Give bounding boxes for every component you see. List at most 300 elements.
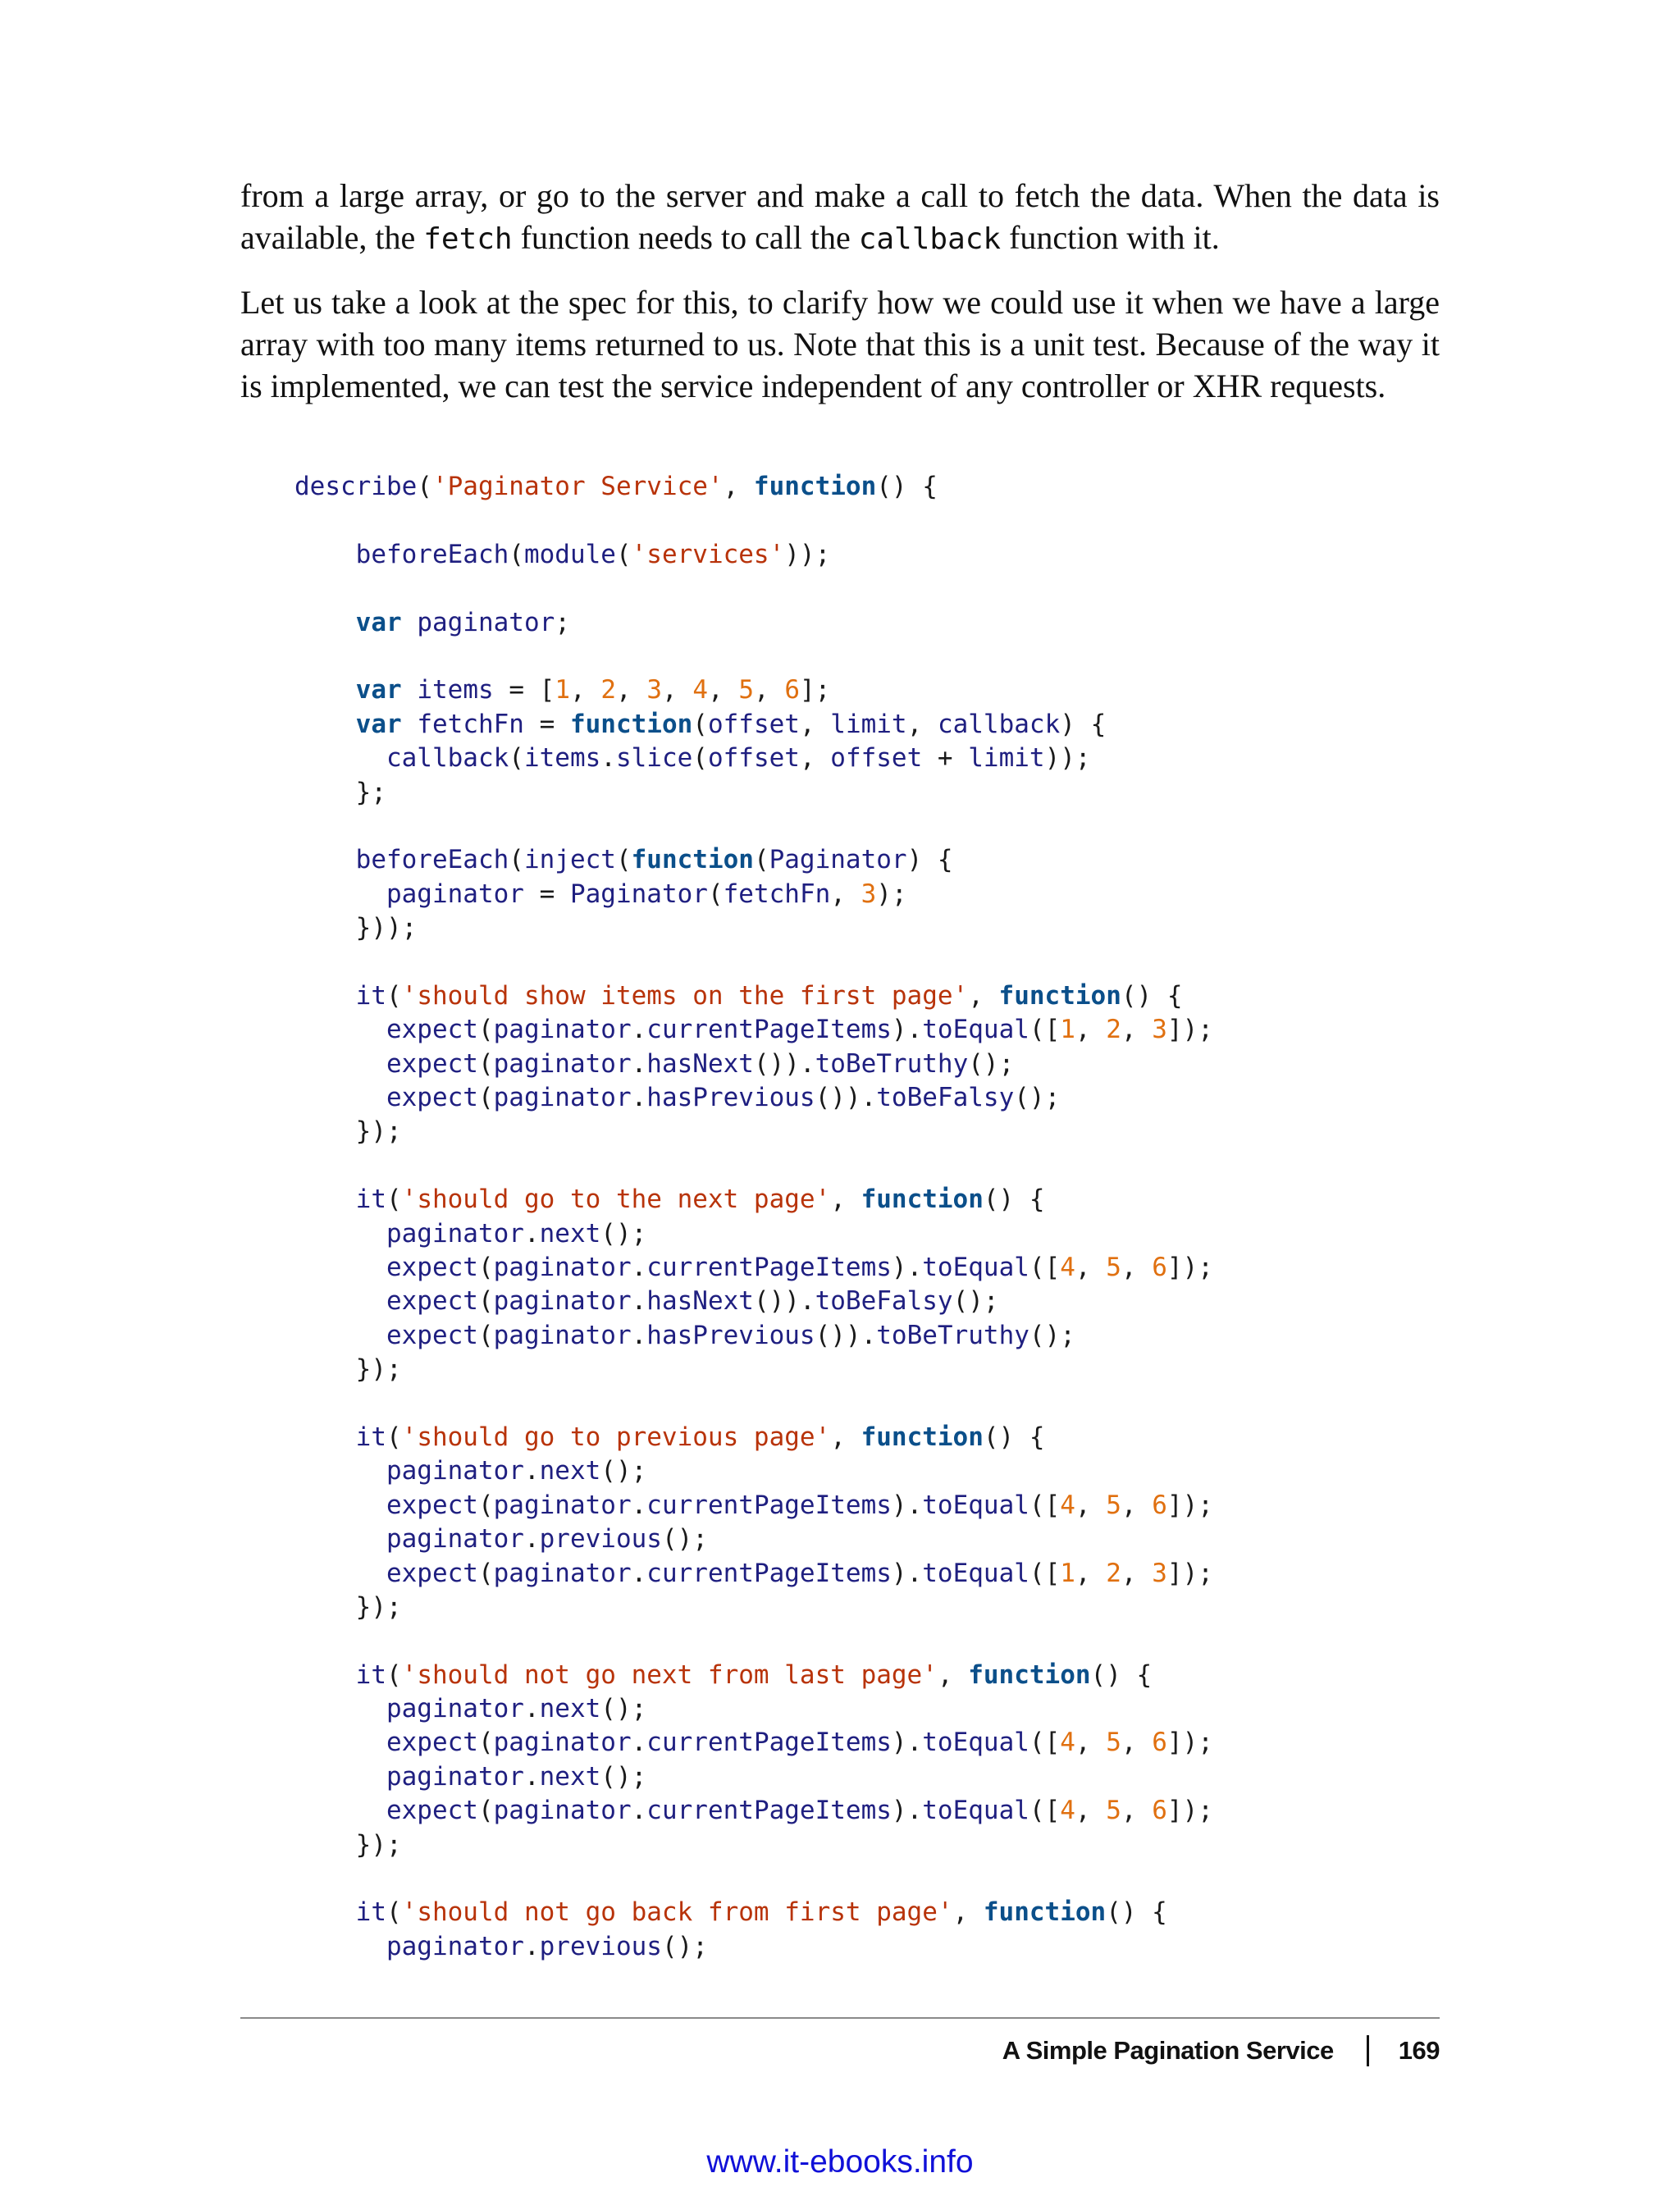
- code-identifier: next: [539, 1694, 601, 1724]
- footer-section-title: A Simple Pagination Service: [1002, 2036, 1334, 2065]
- code-punctuation: (: [509, 539, 524, 569]
- code-string: 'services': [631, 539, 785, 569]
- code-punctuation: (: [477, 1728, 494, 1758]
- code-punctuation: = [: [493, 675, 555, 705]
- code-punctuation: ,: [952, 1897, 984, 1928]
- code-identifier: currentPageItems: [646, 1252, 892, 1282]
- code-identifier: beforeEach: [355, 845, 509, 875]
- code-identifier: Paginator: [569, 879, 708, 909]
- code-punctuation: (: [615, 845, 632, 875]
- code-punctuation: () {: [1090, 1659, 1153, 1690]
- code-punctuation: ,: [1121, 1252, 1153, 1282]
- code-indent: [294, 1830, 356, 1860]
- code-punctuation: (: [477, 1796, 494, 1826]
- code-string: 'Paginator Service': [431, 472, 724, 501]
- code-number: 3: [646, 675, 662, 705]
- code-identifier: hasPrevious: [646, 1320, 815, 1350]
- code-punctuation: ,: [707, 675, 739, 705]
- code-identifier: currentPageItems: [646, 1796, 892, 1826]
- code-punctuation: (: [386, 1897, 402, 1928]
- code-identifier: toEqual: [922, 1728, 1029, 1758]
- code-line: [294, 742, 1213, 775]
- code-number: 4: [1060, 1252, 1075, 1282]
- code-identifier: toEqual: [922, 1490, 1029, 1520]
- code-punctuation: ,: [1075, 1796, 1107, 1826]
- code-punctuation: .: [523, 1931, 540, 1961]
- code-identifier: slice: [615, 743, 693, 774]
- code-identifier: paginator: [493, 1048, 632, 1079]
- code-punctuation: ,: [723, 472, 754, 501]
- code-punctuation: (: [477, 1286, 494, 1317]
- code-number: 4: [1060, 1796, 1075, 1826]
- code-number: 5: [738, 675, 754, 705]
- code-identifier: paginator: [493, 1252, 632, 1282]
- code-identifier: toEqual: [922, 1252, 1029, 1282]
- code-number: 6: [1152, 1728, 1167, 1758]
- code-punctuation: ];: [799, 675, 831, 705]
- code-identifier: fetchFn: [417, 709, 524, 739]
- code-keyword: var: [355, 675, 402, 705]
- code-punctuation: ));: [1044, 743, 1091, 774]
- code-punctuation: ,: [968, 980, 999, 1011]
- code-punctuation: ()).: [753, 1048, 815, 1079]
- code-identifier: callback: [937, 709, 1061, 739]
- paragraph-text: function needs to call the: [512, 219, 859, 256]
- code-punctuation: ()).: [815, 1083, 877, 1113]
- code-punctuation: ,: [753, 675, 785, 705]
- code-punctuation: =: [523, 709, 570, 739]
- code-identifier: it: [355, 980, 386, 1011]
- page-number: 169: [1398, 2036, 1440, 2065]
- code-punctuation: ,: [830, 1422, 861, 1452]
- code-line: [294, 1319, 1213, 1353]
- code-line: [294, 1013, 1213, 1047]
- code-identifier: toBeTruthy: [876, 1320, 1029, 1350]
- code-punctuation: ,: [799, 709, 831, 739]
- code-punctuation: ;: [555, 607, 570, 637]
- code-number: 5: [1106, 1490, 1121, 1520]
- body-paragraph-2: [240, 281, 1440, 407]
- code-identifier: toBeTruthy: [815, 1048, 969, 1079]
- code-number: 4: [1060, 1728, 1075, 1758]
- code-listing: [294, 470, 1213, 1964]
- code-identifier: paginator: [386, 1456, 524, 1486]
- code-punctuation: (: [477, 1320, 494, 1350]
- code-identifier: hasNext: [646, 1286, 754, 1317]
- code-punctuation: =: [523, 879, 570, 909]
- code-indent: [294, 1049, 386, 1079]
- code-number: 1: [1060, 1015, 1075, 1045]
- code-punctuation: ]);: [1166, 1728, 1213, 1758]
- code-indent: [294, 1286, 386, 1316]
- code-indent: [294, 608, 356, 637]
- code-indent: [294, 1897, 356, 1927]
- code-indent: [294, 845, 356, 874]
- code-identifier: paginator: [493, 1490, 632, 1520]
- code-punctuation: ) {: [906, 845, 953, 875]
- code-keyword: function: [631, 845, 754, 875]
- code-identifier: paginator: [417, 607, 555, 637]
- code-punctuation: (: [509, 743, 524, 774]
- code-keyword: var: [355, 607, 402, 637]
- body-paragraph-1: [240, 175, 1440, 260]
- code-line: [294, 538, 1213, 572]
- code-punctuation: (: [615, 539, 632, 569]
- code-indent: [294, 778, 356, 807]
- code-line: [294, 1659, 1213, 1692]
- code-indent: [294, 1083, 386, 1112]
- code-identifier: paginator: [386, 1931, 524, 1961]
- code-punctuation: .: [600, 743, 616, 774]
- code-punctuation: ();: [952, 1286, 999, 1317]
- code-identifier: callback: [386, 743, 509, 774]
- code-punctuation: });: [355, 1354, 402, 1385]
- code-punctuation: ,: [569, 675, 601, 705]
- code-punctuation: ();: [661, 1931, 708, 1961]
- code-indent: [294, 1253, 386, 1282]
- code-line: [294, 673, 1213, 707]
- code-identifier: paginator: [386, 879, 524, 909]
- code-identifier: paginator: [386, 1524, 524, 1554]
- code-indent: [294, 1796, 386, 1825]
- code-line: [294, 1760, 1213, 1794]
- code-punctuation: .: [631, 1286, 647, 1317]
- code-punctuation: ,: [615, 675, 647, 705]
- code-indent: [294, 1015, 386, 1044]
- running-footer: [1002, 2031, 1440, 2070]
- code-identifier: expect: [386, 1728, 478, 1758]
- code-punctuation: ]);: [1166, 1490, 1213, 1520]
- code-punctuation: ();: [1014, 1083, 1061, 1113]
- code-punctuation: ) {: [1060, 709, 1107, 739]
- footer-separator: [1367, 2035, 1369, 2066]
- code-identifier: hasNext: [646, 1048, 754, 1079]
- code-punctuation: (: [477, 1252, 494, 1282]
- code-identifier: next: [539, 1761, 601, 1792]
- code-number: 6: [1152, 1796, 1167, 1826]
- code-punctuation: ).: [891, 1728, 923, 1758]
- code-line: [294, 1557, 1213, 1591]
- code-line: [294, 606, 1213, 640]
- code-line: [294, 1489, 1213, 1522]
- code-punctuation: (: [386, 1185, 402, 1215]
- code-punctuation: .: [631, 1048, 647, 1079]
- code-punctuation: (: [417, 472, 432, 501]
- code-identifier: fetchFn: [723, 879, 831, 909]
- code-punctuation: };: [355, 777, 386, 807]
- code-line: [294, 1353, 1213, 1386]
- inline-code: fetch: [423, 222, 513, 256]
- paragraph-text: from a large array, or go to the server and make a call to fetch the data. When the data is available, the: [240, 177, 1440, 256]
- code-punctuation: .: [523, 1761, 540, 1792]
- code-punctuation: }));: [355, 913, 418, 943]
- code-indent: [294, 1559, 386, 1588]
- code-punctuation: .: [523, 1218, 540, 1249]
- code-punctuation: .: [631, 1796, 647, 1826]
- code-line: [294, 810, 1213, 843]
- code-punctuation: ,: [906, 709, 938, 739]
- code-line: [294, 1794, 1213, 1828]
- code-identifier: describe: [294, 472, 418, 501]
- code-line: [294, 708, 1213, 742]
- code-punctuation: ,: [1075, 1490, 1107, 1520]
- code-line: [294, 1115, 1213, 1148]
- footer-divider: [240, 2017, 1440, 2019]
- code-punctuation: ,: [1121, 1558, 1153, 1588]
- code-identifier: currentPageItems: [646, 1728, 892, 1758]
- code-punctuation: ).: [891, 1490, 923, 1520]
- code-identifier: expect: [386, 1796, 478, 1826]
- code-punctuation: +: [922, 743, 969, 774]
- code-identifier: expect: [386, 1048, 478, 1079]
- code-number: 5: [1106, 1796, 1121, 1826]
- paragraph-text: function with it.: [1001, 219, 1220, 256]
- code-punctuation: });: [355, 1116, 402, 1147]
- code-punctuation: ();: [1029, 1320, 1075, 1350]
- code-identifier: hasPrevious: [646, 1083, 815, 1113]
- code-punctuation: ,: [799, 743, 831, 774]
- code-identifier: toBeFalsy: [876, 1083, 1015, 1113]
- code-punctuation: .: [631, 1728, 647, 1758]
- code-indent: [294, 540, 356, 569]
- code-string: 'should not go next from last page': [401, 1659, 938, 1690]
- code-punctuation: (: [477, 1048, 494, 1079]
- code-punctuation: .: [631, 1015, 647, 1045]
- code-punctuation: ([: [1029, 1728, 1061, 1758]
- code-identifier: expect: [386, 1286, 478, 1317]
- code-punctuation: (: [477, 1083, 494, 1113]
- code-line: [294, 843, 1213, 877]
- code-indent: [294, 1185, 356, 1214]
- code-string: 'should show items on the first page': [401, 980, 969, 1011]
- inline-code: callback: [858, 222, 1002, 256]
- code-line: [294, 878, 1213, 911]
- code-identifier: items: [523, 743, 601, 774]
- code-punctuation: .: [631, 1320, 647, 1350]
- code-identifier: limit: [830, 709, 907, 739]
- code-line: [294, 504, 1213, 537]
- code-punctuation: ,: [661, 675, 693, 705]
- code-identifier: toEqual: [922, 1796, 1029, 1826]
- code-identifier: paginator: [493, 1728, 632, 1758]
- code-line: [294, 776, 1213, 810]
- code-punctuation: () {: [876, 472, 938, 501]
- code-indent: [402, 608, 418, 637]
- code-punctuation: ]);: [1166, 1252, 1213, 1282]
- code-indent: [294, 1660, 356, 1690]
- code-line: [294, 572, 1213, 605]
- code-punctuation: ,: [1121, 1490, 1153, 1520]
- code-punctuation: (: [707, 879, 724, 909]
- code-punctuation: ]);: [1166, 1558, 1213, 1588]
- code-line: [294, 945, 1213, 979]
- code-number: 3: [1152, 1015, 1167, 1045]
- code-number: 2: [1106, 1558, 1121, 1588]
- code-punctuation: ([: [1029, 1490, 1061, 1520]
- code-identifier: paginator: [493, 1320, 632, 1350]
- code-punctuation: ();: [600, 1218, 647, 1249]
- code-indent: [294, 1524, 386, 1554]
- code-identifier: currentPageItems: [646, 1490, 892, 1520]
- code-punctuation: (: [477, 1558, 494, 1588]
- code-indent: [294, 1354, 356, 1384]
- paragraph-text: Let us take a look at the spec for this, to clarify how we could use it when we have a large array with too many items returned to us. Note that this is a unit test. Because of the way it is implemented, we can test the service independent of any controller or XHR requests.: [240, 284, 1440, 404]
- code-identifier: expect: [386, 1015, 478, 1045]
- code-number: 3: [1152, 1558, 1167, 1588]
- code-punctuation: });: [355, 1829, 402, 1860]
- code-identifier: currentPageItems: [646, 1558, 892, 1588]
- code-punctuation: (: [692, 709, 708, 739]
- code-punctuation: ()).: [753, 1286, 815, 1317]
- code-identifier: expect: [386, 1252, 478, 1282]
- code-line: [294, 1387, 1213, 1421]
- code-number: 3: [861, 879, 877, 909]
- code-identifier: paginator: [386, 1761, 524, 1792]
- code-number: 6: [1152, 1252, 1167, 1282]
- code-keyword: function: [753, 472, 877, 501]
- code-number: 6: [784, 675, 800, 705]
- code-line: [294, 1522, 1213, 1556]
- code-line: [294, 1048, 1213, 1081]
- code-number: 2: [600, 675, 616, 705]
- code-identifier: Paginator: [769, 845, 907, 875]
- code-line: [294, 640, 1213, 673]
- code-punctuation: });: [355, 1591, 402, 1622]
- code-punctuation: .: [523, 1456, 540, 1486]
- code-punctuation: ).: [891, 1252, 923, 1282]
- code-identifier: paginator: [493, 1015, 632, 1045]
- code-punctuation: .: [631, 1558, 647, 1588]
- code-punctuation: (: [386, 1422, 402, 1452]
- code-line: [294, 1217, 1213, 1251]
- code-punctuation: .: [631, 1083, 647, 1113]
- code-line: [294, 1285, 1213, 1318]
- code-identifier: previous: [539, 1524, 662, 1554]
- code-line: [294, 1454, 1213, 1488]
- code-identifier: inject: [523, 845, 616, 875]
- code-punctuation: ).: [891, 1015, 923, 1045]
- code-punctuation: ));: [784, 539, 831, 569]
- code-number: 6: [1152, 1490, 1167, 1520]
- code-punctuation: (: [386, 980, 402, 1011]
- code-indent: [294, 1491, 386, 1520]
- code-identifier: limit: [968, 743, 1045, 774]
- code-identifier: expect: [386, 1083, 478, 1113]
- code-indent: [402, 710, 418, 739]
- code-identifier: paginator: [493, 1083, 632, 1113]
- code-indent: [294, 913, 356, 943]
- code-indent: [294, 1728, 386, 1757]
- code-line: [294, 911, 1213, 945]
- code-punctuation: .: [631, 1490, 647, 1520]
- code-punctuation: );: [876, 879, 907, 909]
- code-number: 1: [555, 675, 570, 705]
- code-indent: [402, 675, 418, 705]
- code-keyword: function: [861, 1422, 984, 1452]
- code-punctuation: ();: [600, 1761, 647, 1792]
- code-string: 'should go to previous page': [401, 1422, 831, 1452]
- code-identifier: toEqual: [922, 1015, 1029, 1045]
- code-punctuation: (: [753, 845, 769, 875]
- code-identifier: next: [539, 1218, 601, 1249]
- code-number: 2: [1106, 1015, 1121, 1045]
- code-punctuation: ()).: [815, 1320, 877, 1350]
- code-punctuation: ,: [1121, 1015, 1153, 1045]
- code-line: [294, 1726, 1213, 1760]
- code-line: [294, 1828, 1213, 1862]
- code-punctuation: (: [477, 1490, 494, 1520]
- code-line: [294, 1183, 1213, 1217]
- code-punctuation: ,: [1121, 1728, 1153, 1758]
- code-indent: [294, 1694, 386, 1723]
- code-indent: [294, 1932, 386, 1961]
- code-number: 5: [1106, 1252, 1121, 1282]
- code-indent: [294, 710, 356, 739]
- code-identifier: toBeFalsy: [815, 1286, 953, 1317]
- code-keyword: var: [355, 709, 402, 739]
- code-line: [294, 1149, 1213, 1183]
- code-identifier: paginator: [493, 1796, 632, 1826]
- code-punctuation: ,: [937, 1659, 969, 1690]
- code-punctuation: ,: [1075, 1558, 1107, 1588]
- code-punctuation: (: [509, 845, 524, 875]
- code-line: [294, 1081, 1213, 1115]
- code-punctuation: ).: [891, 1558, 923, 1588]
- code-identifier: paginator: [386, 1694, 524, 1724]
- code-identifier: next: [539, 1456, 601, 1486]
- code-identifier: it: [355, 1659, 386, 1690]
- code-punctuation: () {: [983, 1185, 1045, 1215]
- code-indent: [294, 675, 356, 705]
- code-identifier: items: [417, 675, 494, 705]
- code-line: [294, 1591, 1213, 1624]
- code-indent: [294, 1116, 356, 1146]
- code-punctuation: ).: [891, 1796, 923, 1826]
- code-identifier: offset: [707, 743, 800, 774]
- code-indent: [294, 1762, 386, 1792]
- code-punctuation: ]);: [1166, 1015, 1213, 1045]
- code-line: [294, 1692, 1213, 1726]
- code-string: 'should not go back from first page': [401, 1897, 953, 1928]
- code-identifier: expect: [386, 1558, 478, 1588]
- code-punctuation: ();: [968, 1048, 1015, 1079]
- watermark-link[interactable]: www.it-ebooks.info: [706, 2144, 974, 2180]
- code-line: [294, 1624, 1213, 1658]
- code-identifier: paginator: [386, 1218, 524, 1249]
- code-indent: [294, 1219, 386, 1249]
- code-punctuation: ([: [1029, 1558, 1061, 1588]
- code-punctuation: ();: [661, 1524, 708, 1554]
- code-punctuation: ([: [1029, 1015, 1061, 1045]
- code-punctuation: ,: [1075, 1015, 1107, 1045]
- code-keyword: function: [983, 1897, 1107, 1928]
- code-line: [294, 1896, 1213, 1929]
- code-identifier: offset: [707, 709, 800, 739]
- code-punctuation: ([: [1029, 1252, 1061, 1282]
- code-number: 4: [692, 675, 708, 705]
- code-punctuation: ,: [1075, 1728, 1107, 1758]
- code-punctuation: .: [631, 1252, 647, 1282]
- code-punctuation: .: [523, 1524, 540, 1554]
- code-punctuation: ([: [1029, 1796, 1061, 1826]
- code-indent: [294, 981, 356, 1011]
- code-keyword: function: [998, 980, 1121, 1011]
- code-punctuation: (: [477, 1015, 494, 1045]
- code-punctuation: (: [692, 743, 708, 774]
- code-identifier: it: [355, 1185, 386, 1215]
- code-identifier: beforeEach: [355, 539, 509, 569]
- code-keyword: function: [569, 709, 693, 739]
